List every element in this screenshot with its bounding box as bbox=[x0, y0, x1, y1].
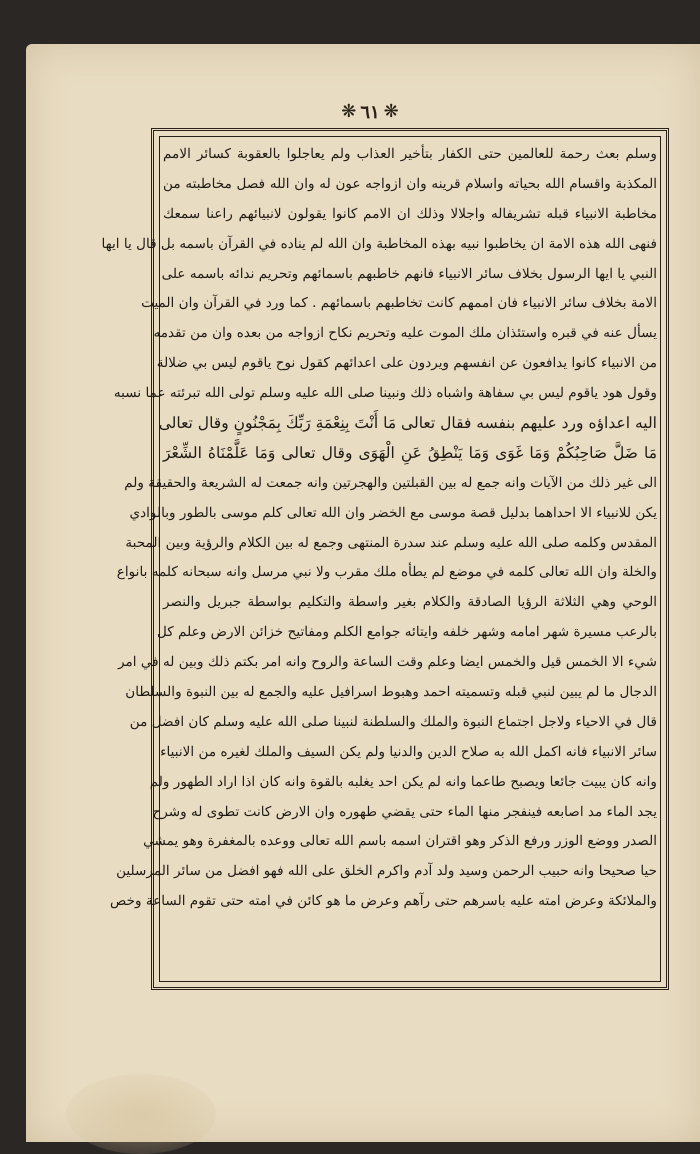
text-line: والخلة وان الله تعالى كلمه في موضع لم يطأه ملك مقرب ولا نبي مرسل وانه سبحانه كلمه بانواع bbox=[116, 564, 657, 581]
text-line: بالرعب مسيرة شهر امامه وشهر خلفه وايتائه جوامع الكلم ومفاتيح خزائن الارض وعلم كل bbox=[156, 624, 657, 641]
text-line: الى غير ذلك من الآيات وانه جمع له بين القبلتين والهجرتين وانه جمعت له الشريعة والحقيقة ولم bbox=[124, 474, 657, 491]
text-line: المكذبة واقسام الله بحياته واسلام قرينه وان ازواجه عون له وان الله فصل مخاطبته من bbox=[163, 175, 657, 192]
text-line: وسلم بعث رحمة للعالمين حتى الكفار بتأخير العذاب ولم يعاجلوا بالعقوبة كسائر الامم bbox=[163, 146, 657, 162]
text-line: النبي يا ايها الرسول بخلاف سائر الانبياء فانهم خاطبهم باسمائهم وتحريم ندائه باسمه على bbox=[161, 265, 657, 282]
text-line: الصدر ووضع الوزر ورفع الذكر وهو اقتران اسمه باسم الله تعالى ووعده بالمغفرة وهو يمشي bbox=[143, 833, 657, 850]
right-ornament-icon: ❋ bbox=[383, 101, 399, 122]
text-line: والملائكة وعرض امته عليه باسرهم حتى رآهم وعرض ما هو كائن في امته حتى تقوم الساعة وخص bbox=[109, 893, 657, 910]
left-ornament-icon: ❋ bbox=[341, 101, 357, 122]
text-line: مخاطبة الانبياء قبله تشريفاله واجلالا وذلك ان الامم كانوا يقولون لانبيائهم راعنا سمعك bbox=[163, 205, 657, 222]
text-line: فنهى الله هذه الامة ان يخاطبوا نبيه بهذه المخاطبة وان الله لم يناده في القرآن باسمه بل قال يا ايها bbox=[101, 235, 657, 252]
text-line: مَا ضَلَّ صَاحِبُكُمْ وَمَا غَوَى وَمَا يَنْطِقُ عَنِ الْهَوَى وقال تعالى وَمَا عَلَّمْنَاهُ الشِّعْرَ bbox=[163, 443, 657, 462]
text-line: يجد الماء مد اصابعه فينفجر منها الماء حتى يقضي طهوره وان الارض كانت تطوى له وشرح bbox=[152, 803, 657, 820]
text-line: حيا صحيحا وانه حبيب الرحمن وسيد ولد آدم واكرم الخلق على الله فهو افضل من سائر المرسلين bbox=[116, 863, 657, 880]
text-line: الدجال ما لم يبين لنبي قبله وتسميته احمد وهبوط اسرافيل عليه والجمع له بين النبوة والسلطان bbox=[125, 684, 657, 701]
body-text bbox=[101, 140, 657, 980]
text-line: اليه اعداؤه ورد عليهم بنفسه فقال تعالى مَا أَنْتَ بِنِعْمَةِ رَبِّكَ بِمَجْنُونٍ وقال تعالى bbox=[158, 414, 657, 433]
page-number: ٦١ bbox=[360, 101, 380, 123]
text-line: وانه كان يبيت جائعا ويصبح طاعما وانه لم يكن احد يغلبه بالقوة وانه كان اذا اراد الطهور ولم bbox=[149, 773, 657, 790]
text-line: يكن للانبياء الا احداهما بدليل قصة موسى مع الخضر وان الله تعالى كلم موسى بالطور وبالوادي bbox=[129, 504, 657, 521]
text-line: الوحي وهي الثلاثة الرؤيا الصادقة والكلام بغير واسطة والتكليم بواسطة جبريل والنصر bbox=[163, 594, 657, 611]
paper-stain bbox=[66, 1074, 216, 1154]
page-header bbox=[330, 98, 410, 126]
text-line: وقول هود ياقوم ليس بي سفاهة واشباه ذلك ونبينا صلى الله عليه وسلم تولى الله تبرئته عما نسبه bbox=[113, 385, 657, 402]
text-line: من الانبياء كانوا يدافعون عن انفسهم ويردون على اعدائهم كقول نوح ياقوم ليس بي ضلالة bbox=[156, 355, 657, 372]
text-line: قال في الاحياء ولاجل اجتماع النبوة والملك والسلطنة لنبينا صلى الله عليه وسلم كان افضل من bbox=[129, 713, 657, 730]
text-line: الامة بخلاف سائر الانبياء فان اممهم كانت تخاطبهم باسمائهم . كما ورد في القرآن وان الميت bbox=[141, 295, 657, 312]
text-line: شيء الا الخمس قيل والخمس ايضا وعلم وقت الساعة والروح وانه امر بكتم ذلك وبين له في امر bbox=[117, 654, 657, 671]
text-line: المقدس وكلمه صلى الله عليه وسلم عند سدرة المنتهى وجمع له بين الكلام والرؤية وبين المحبة bbox=[125, 534, 657, 551]
text-line: سائر الانبياء فانه اكمل الله به صلاح الدين والدنيا ولم يكن السيف والملك لغيره من الانبياء bbox=[160, 743, 657, 760]
text-line: يسأل عنه في قبره واستئذان ملك الموت عليه وتحريم نكاح ازواجه من بعده وان من تقدمه bbox=[153, 325, 657, 342]
